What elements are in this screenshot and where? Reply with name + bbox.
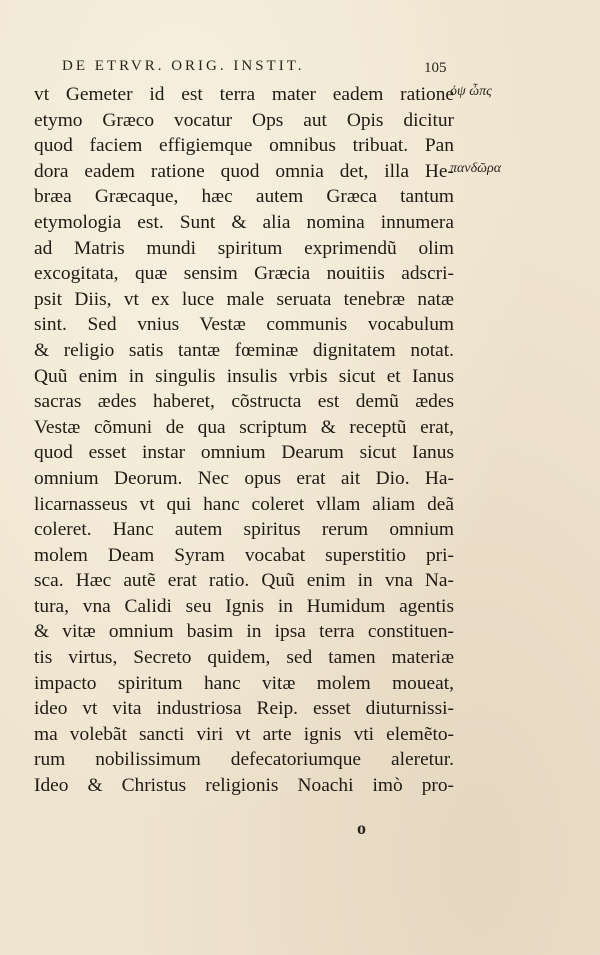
text-line: excogitata, quæ sensim Græcia nouitiis adscri-: [34, 263, 454, 285]
text-line: omnium Deorum. Nec opus erat ait Dio. Ha-: [34, 467, 454, 489]
text-line: impacto spiritum hanc vitæ molem moueat,: [34, 672, 454, 694]
text-line: Ideo & Christus religionis Noachi imò pro-: [34, 775, 454, 797]
text-line: licarnasseus vt qui hanc coleret vllam aliam deã: [34, 493, 454, 515]
text-line: Vestæ cõmuni de qua scriptum & receptũ erat,: [34, 416, 454, 438]
text-line: tis virtus, Secreto quidem, sed tamen materiæ: [34, 647, 454, 669]
text-line: sca. Hæc autẽ erat ratio. Quũ enim in vna Na-: [34, 570, 454, 592]
text-line: & religio satis tantæ fœminæ dignitatem notat.: [34, 339, 454, 361]
text-line: vt Gemeter id est terra mater eadem ratione: [34, 84, 454, 105]
margin-note: ὀψ ὦπς: [450, 84, 492, 99]
margin-note: πανδῶρα: [450, 160, 502, 176]
text-line: sint. Sed vnius Vestæ communis vocabulum: [34, 314, 454, 336]
text-line: molem Deam Syram vocabat superstitio pri-: [34, 544, 454, 566]
text-line: & vitæ omnium basim in ipsa terra constituen-: [34, 621, 454, 643]
text-line: quod esset instar omnium Dearum sicut Ianus: [34, 442, 454, 464]
text-line: etymologia est. Sunt & alia nomina innumera: [34, 211, 454, 233]
text-line: sacras ædes haberet, cõstructa est demũ ædes: [34, 391, 454, 413]
text-line: Quũ enim in singulis insulis vrbis sicut et Ianus: [34, 365, 454, 387]
text-line: tura, vna Calidi seu Ignis in Humidum agentis: [34, 595, 454, 617]
running-head: DE ETRVR. ORIG. INSTIT.: [62, 58, 305, 74]
text-line: etymo Græco vocatur Ops aut Opis dicitur: [34, 109, 454, 131]
text-line: rum nobilissimum defecatoriumque aleretur.: [34, 749, 454, 771]
text-line: coleret. Hanc autem spiritus rerum omnium: [34, 519, 454, 541]
text-line: bræa Græcaque, hæc autem Græca tantum: [34, 186, 454, 208]
text-line: ma volebãt sancti viri vt arte ignis vti elemẽto-: [34, 723, 454, 745]
text-line: quod faciem effigiemque omnibus tribuat. Pan: [34, 135, 454, 157]
text-line: ideo vt vita industriosa Reip. esset diuturnissi-: [34, 698, 454, 720]
catchword: o: [357, 818, 366, 838]
text-line: ad Matris mundi spiritum exprimendũ olim: [34, 237, 454, 259]
text-line: psit Diis, vt ex luce male seruata tenebræ natæ: [34, 288, 454, 310]
text-line: dora eadem ratione quod omnia det, illa He-: [34, 160, 454, 182]
body-text: [34, 82, 454, 799]
page-number: 105: [424, 60, 447, 76]
